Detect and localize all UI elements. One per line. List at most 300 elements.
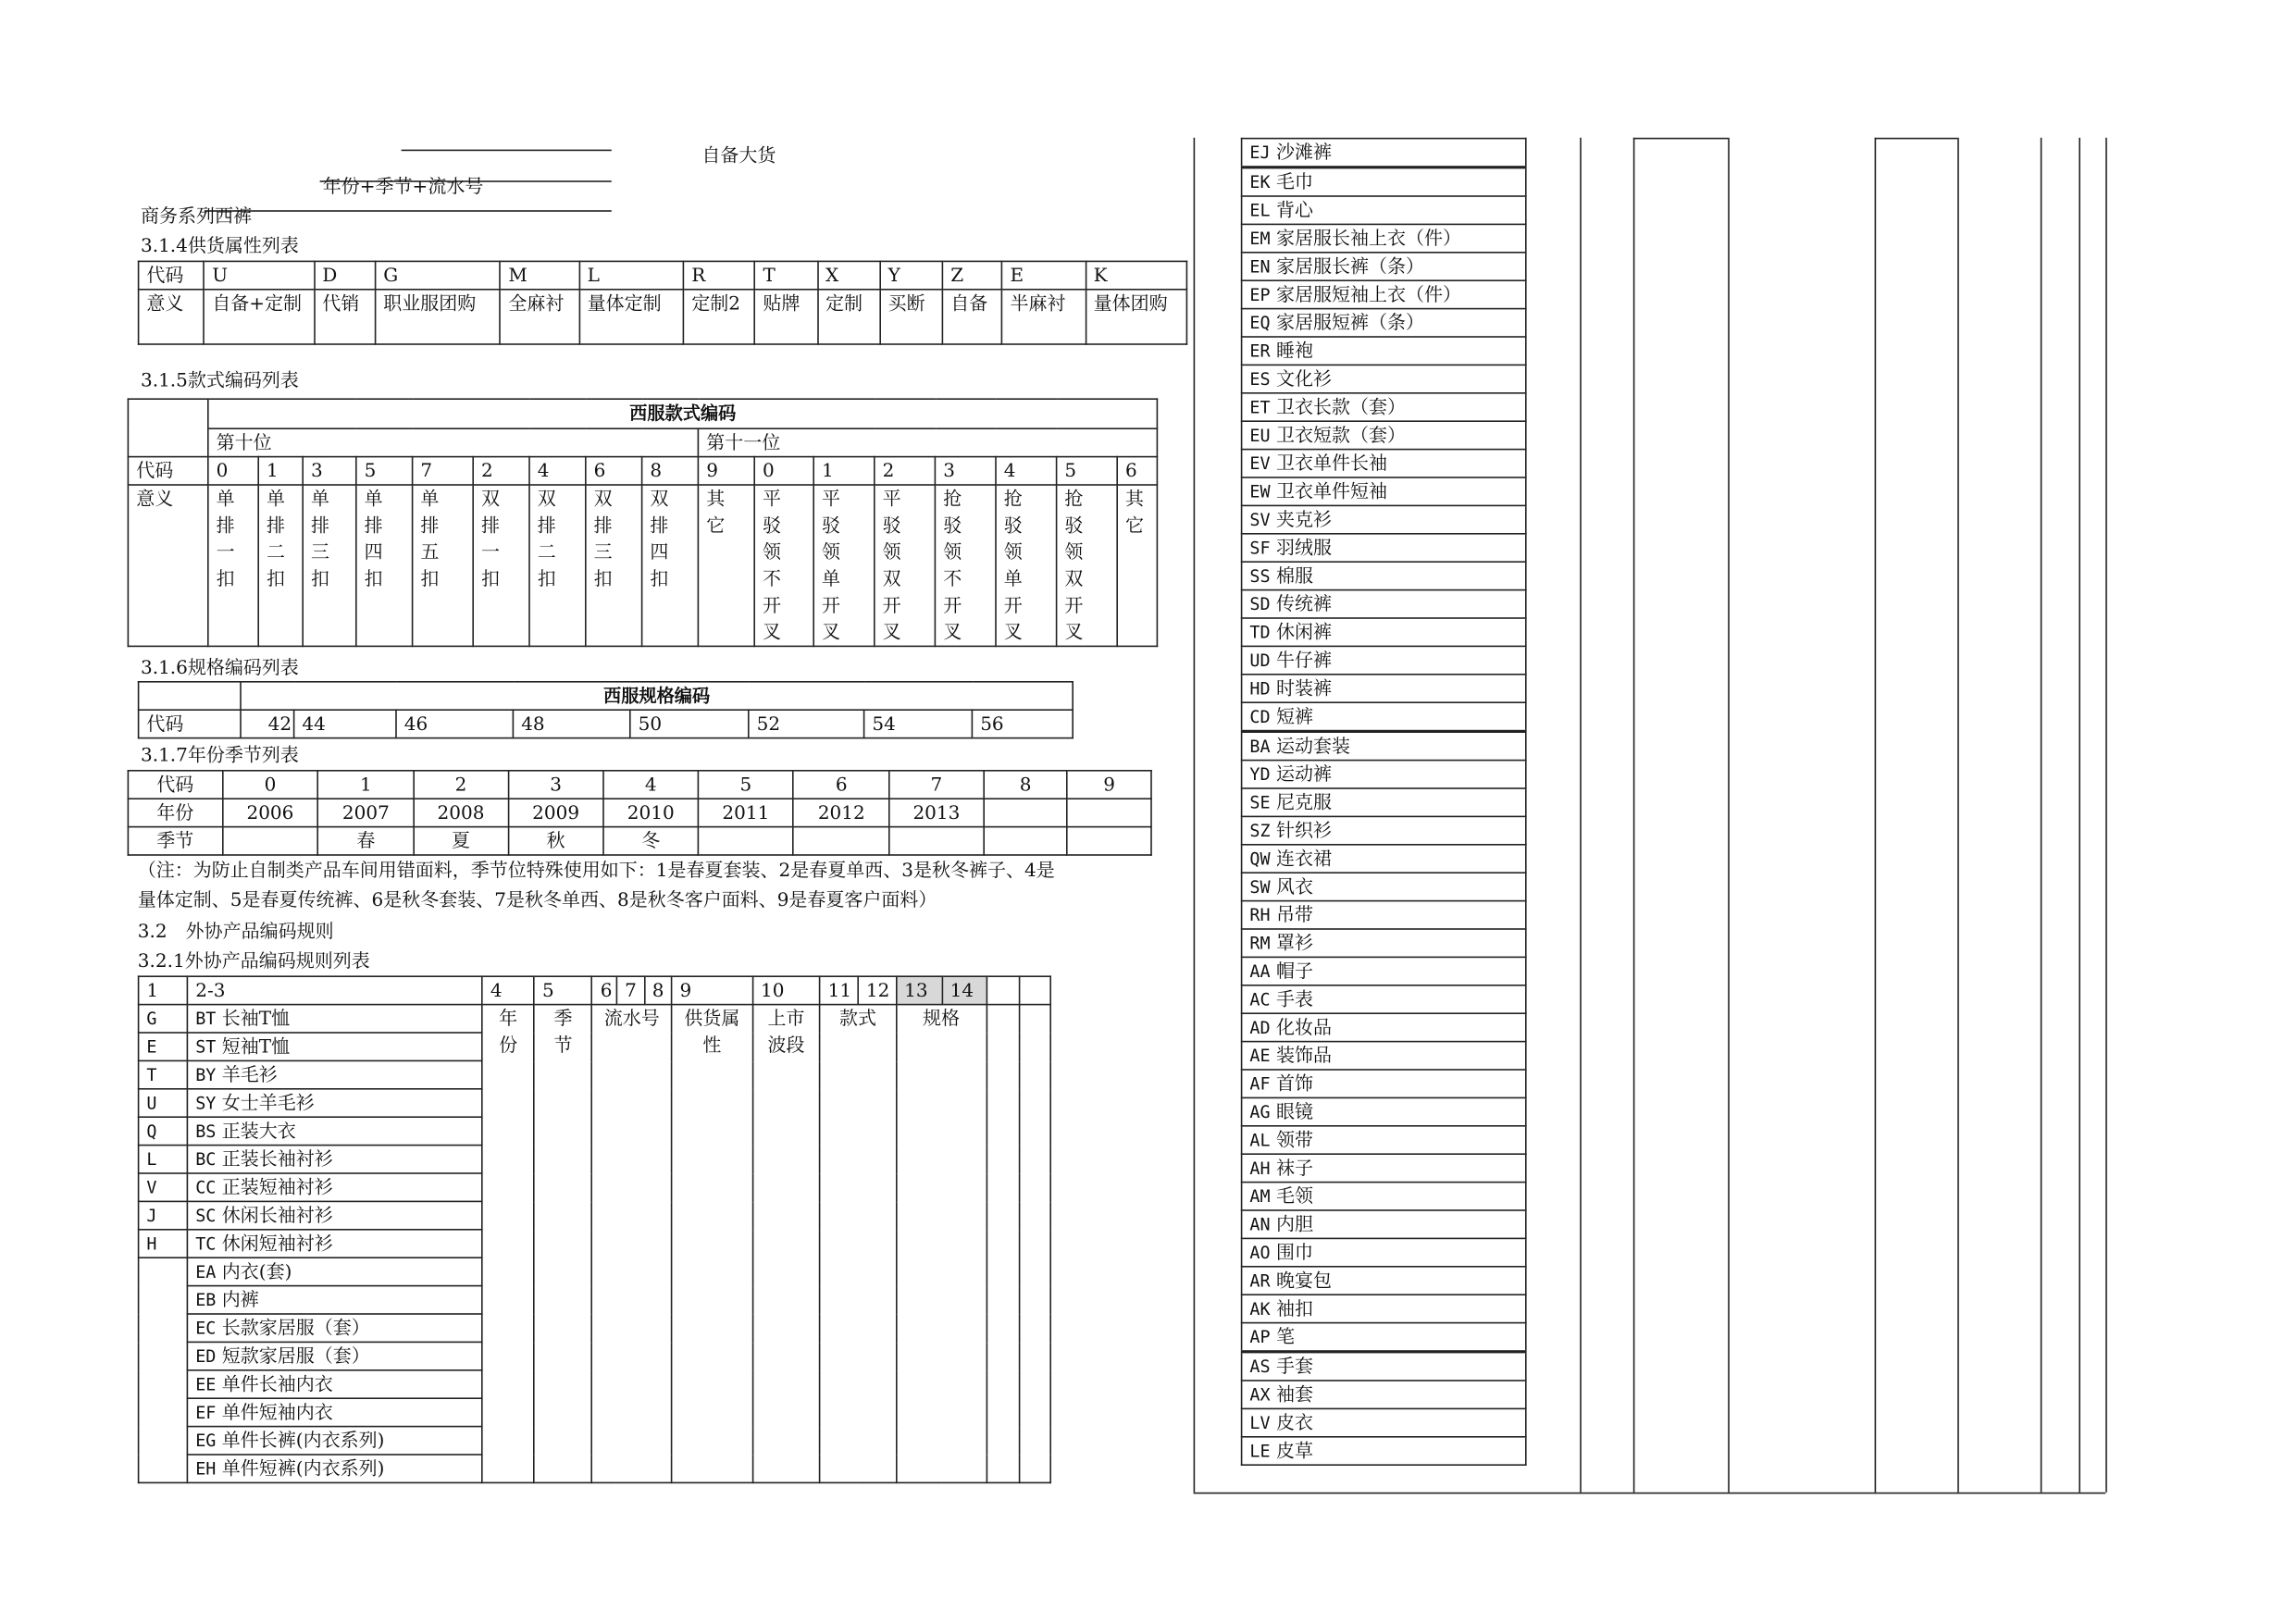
- ys-row-label-code: 代码: [128, 771, 222, 799]
- category-row: [1242, 393, 1526, 421]
- outsourced-header-cell: 4: [482, 976, 534, 1004]
- category-code: SZ: [1249, 820, 1271, 841]
- category-code: LV: [1249, 1412, 1271, 1433]
- category-name: 袖扣: [1275, 1296, 1313, 1319]
- header-rule-1: [402, 150, 612, 152]
- style-meaning-text: 其它: [706, 487, 726, 537]
- category-code: BT: [195, 1008, 217, 1029]
- style-meaning-text: 抢驳领单开叉: [1003, 487, 1023, 643]
- season-note-line-2: 量体定制、5是春夏传统裤、6是秋冬套装、7是秋冬单西、8是秋冬客户面料、9是春夏客户面料）: [137, 888, 937, 911]
- category-name: 长款家居服（套）: [221, 1316, 370, 1339]
- supply-code-cell: L: [579, 261, 684, 289]
- category-row: [1242, 873, 1526, 900]
- category-name: 内胆: [1275, 1212, 1313, 1235]
- style-meaning-text: 双排三扣: [593, 487, 613, 589]
- col-market-label: [752, 1005, 820, 1483]
- style-code-cell: 0: [754, 457, 813, 485]
- style-meaning-text: 平驳领双开叉: [882, 487, 901, 643]
- outsourced-header-cell: 8: [644, 976, 672, 1004]
- category-name: 皮衣: [1275, 1410, 1313, 1433]
- outsourced-header-cell: 2-3: [187, 976, 482, 1004]
- style-code-cell: 4: [529, 457, 586, 485]
- col-spec-label: [896, 1005, 986, 1483]
- category-name: 首饰: [1275, 1072, 1313, 1095]
- category-name: 正装长袖衬衫: [221, 1147, 333, 1170]
- style-meaning-cell: [996, 485, 1057, 646]
- outsourced-category-cell: [187, 1173, 482, 1201]
- supply-code-cell: E: [1002, 261, 1086, 289]
- category-code: EH: [195, 1458, 217, 1480]
- supply-meaning-cell: 买断: [880, 290, 943, 344]
- section-315-title: 3.1.5款式编码列表: [141, 368, 299, 391]
- header-top-left: 年份+季节+流水号: [322, 174, 484, 197]
- category-row: [1242, 196, 1526, 224]
- category-name: 连衣裙: [1275, 847, 1332, 870]
- style-meaning-cell: [208, 485, 258, 646]
- style-meaning-cell: [413, 485, 474, 646]
- category-name: 罩衫: [1275, 931, 1313, 954]
- category-code: EL: [1249, 200, 1271, 221]
- category-code: EQ: [1249, 312, 1271, 333]
- category-code: ED: [195, 1345, 217, 1367]
- row-label-meaning: 意义: [139, 290, 205, 344]
- category-row: [1242, 562, 1526, 589]
- category-row: [1242, 253, 1526, 280]
- style-meaning-text: 双排一扣: [481, 487, 501, 589]
- outsourced-first-digit-cell: G: [139, 1005, 188, 1033]
- category-row: [1242, 1295, 1526, 1322]
- ys-code-cell: 7: [889, 771, 984, 799]
- ys-year-cell: 2007: [318, 799, 414, 826]
- right-grid-top: [1633, 138, 1728, 140]
- supply-meaning-cell: 贴牌: [755, 290, 818, 344]
- category-name: 单件短裤(内衣系列): [221, 1456, 385, 1480]
- category-row: [1242, 816, 1526, 844]
- category-name: 风衣: [1275, 874, 1313, 898]
- category-code: AR: [1249, 1270, 1271, 1292]
- category-row: [1242, 761, 1526, 788]
- category-name: 睡袍: [1275, 339, 1313, 362]
- ys-code-cell: 4: [603, 771, 698, 799]
- style-code-cell: 7: [413, 457, 474, 485]
- category-code: TC: [195, 1233, 217, 1255]
- category-code: EJ: [1249, 142, 1271, 163]
- outsourced-category-cell: [187, 1146, 482, 1173]
- header-top-right: 自备大货: [701, 143, 776, 167]
- category-name: 文化衫: [1275, 366, 1332, 390]
- ys-row-label-season: 季节: [128, 827, 222, 855]
- category-code: AC: [1249, 988, 1271, 1010]
- style-code-cell: 9: [698, 457, 754, 485]
- category-name: 卫衣长款（套）: [1275, 395, 1406, 418]
- style-code-cell: 1: [258, 457, 303, 485]
- size-code-cell: 42: [241, 710, 294, 737]
- style-meaning-text: 双排四扣: [650, 487, 669, 589]
- category-code: SE: [1249, 792, 1271, 813]
- category-name: 领带: [1275, 1128, 1313, 1151]
- ys-year-cell: 2006: [222, 799, 317, 826]
- style-meaning-cell: [875, 485, 936, 646]
- category-name: 休闲长袖衬衫: [221, 1203, 333, 1226]
- category-name: 正装大衣: [221, 1119, 296, 1142]
- outsourced-category-cell: [187, 1286, 482, 1314]
- category-row: [1242, 929, 1526, 957]
- category-code: SF: [1249, 537, 1271, 559]
- outsourced-header-cell: 9: [672, 976, 752, 1004]
- size-code-cell: 48: [513, 710, 629, 737]
- ys-season-cell: [698, 827, 793, 855]
- category-name: 休闲短袖衬衫: [221, 1232, 333, 1255]
- ys-code-cell: 6: [794, 771, 889, 799]
- category-code: SV: [1249, 509, 1271, 530]
- category-code: RM: [1249, 933, 1271, 954]
- style-row-label-meaning: 意义: [128, 485, 207, 646]
- right-grid-line: [1194, 138, 1196, 1493]
- outsourced-category-cell: [187, 1060, 482, 1088]
- right-grid-line: [2041, 138, 2042, 1493]
- ys-code-cell: 3: [508, 771, 603, 799]
- col-serial-label: [592, 1005, 672, 1483]
- right-grid-line: [1580, 138, 1582, 1493]
- size-code-cell: 44: [294, 710, 396, 737]
- style-meaning-text: 抢驳领双开叉: [1064, 487, 1084, 643]
- group-eleventh-digit: 第十一位: [698, 427, 1157, 456]
- supply-meaning-cell: 量体定制: [579, 290, 684, 344]
- category-row: [1242, 139, 1526, 167]
- supply-code-cell: D: [314, 261, 375, 289]
- supply-meaning-cell: 职业服团购: [375, 290, 500, 344]
- category-name: 牛仔裤: [1275, 648, 1332, 671]
- outsourced-header-cell: 11: [820, 976, 858, 1004]
- category-row: [1242, 421, 1526, 449]
- category-code: TD: [1249, 622, 1271, 643]
- style-meaning-cell: [303, 485, 356, 646]
- category-name: 内裤: [221, 1288, 259, 1310]
- category-row: [1242, 280, 1526, 308]
- right-grid-bottom: [1194, 1493, 2106, 1494]
- category-row: [1242, 365, 1526, 392]
- supply-code-cell: Y: [880, 261, 943, 289]
- style-table-heading: 西服款式编码: [208, 399, 1158, 427]
- category-code: CD: [1249, 706, 1271, 727]
- category-row: [1242, 590, 1526, 618]
- category-code: BA: [1249, 736, 1271, 757]
- outsourced-first-digit-cell: U: [139, 1089, 188, 1117]
- category-row: [1242, 224, 1526, 252]
- category-code: YD: [1249, 763, 1271, 785]
- category-row: [1242, 337, 1526, 365]
- category-name: 棉服: [1275, 564, 1313, 587]
- style-code-cell: 8: [642, 457, 699, 485]
- section-32-title: 3.2 外协产品编码规则: [137, 919, 334, 942]
- style-code-cell: 2: [875, 457, 936, 485]
- category-name: 家居服短裤（条）: [1275, 311, 1424, 333]
- ys-season-cell: [1067, 827, 1151, 855]
- category-name: 羊毛衫: [221, 1062, 278, 1085]
- ys-code-cell: 9: [1067, 771, 1151, 799]
- ys-year-cell: 2008: [414, 799, 508, 826]
- ys-season-cell: [889, 827, 984, 855]
- style-meaning-text: 单排二扣: [267, 487, 286, 589]
- outsourced-header-cell: 7: [616, 976, 644, 1004]
- category-code: AD: [1249, 1017, 1271, 1038]
- ys-code-cell: 0: [222, 771, 317, 799]
- outsourced-first-digit-cell: J: [139, 1201, 188, 1229]
- style-meaning-text: 单排五扣: [420, 487, 440, 589]
- right-grid-line: [1633, 138, 1635, 1493]
- col-blank: [987, 1005, 1020, 1483]
- category-name: 围巾: [1275, 1240, 1313, 1263]
- col-style-label: [820, 1005, 897, 1483]
- category-code: HD: [1249, 677, 1271, 700]
- category-name: 袜子: [1275, 1156, 1313, 1179]
- category-code: BS: [195, 1121, 217, 1142]
- category-row: [1242, 1323, 1526, 1352]
- outsourced-category-cell: [187, 1089, 482, 1117]
- style-meaning-text: 单排三扣: [311, 487, 330, 589]
- category-row: [1242, 731, 1526, 760]
- category-name: 羽绒服: [1275, 536, 1332, 559]
- category-code: EU: [1249, 425, 1271, 446]
- outsourced-category-cell: [187, 1342, 482, 1369]
- category-continuation-table: [1241, 138, 1527, 1466]
- outsourced-header-blank: [1020, 976, 1050, 1004]
- outsourced-category-cell: [187, 1005, 482, 1033]
- style-meaning-text: 平驳领不开叉: [763, 487, 782, 643]
- col-supply-label-text: 供货属性: [684, 1007, 740, 1056]
- category-row: [1242, 1408, 1526, 1436]
- style-meaning-text: 抢驳领不开叉: [943, 487, 962, 643]
- category-code: AS: [1249, 1356, 1271, 1377]
- category-code: EV: [1249, 452, 1271, 474]
- supply-meaning-cell: 定制: [817, 290, 880, 344]
- outsourced-header-cell: 12: [858, 976, 896, 1004]
- ys-season-cell: 冬: [603, 827, 698, 855]
- category-row: [1242, 1437, 1526, 1465]
- size-code-cell: 50: [630, 710, 749, 737]
- col-season-label: [534, 1005, 592, 1483]
- ys-season-cell: [984, 827, 1068, 855]
- style-code-cell: 5: [356, 457, 413, 485]
- style-meaning-cell: [356, 485, 413, 646]
- col-year-label: [482, 1005, 534, 1483]
- col-blank: [1020, 1005, 1050, 1483]
- category-name: 手套: [1275, 1355, 1313, 1377]
- outsourced-category-cell: [187, 1314, 482, 1342]
- ys-code-cell: 1: [318, 771, 414, 799]
- style-code-cell: 2: [473, 457, 529, 485]
- category-name: 笔: [1275, 1325, 1295, 1347]
- category-name: 休闲裤: [1275, 620, 1332, 643]
- category-code: SC: [195, 1205, 217, 1226]
- category-code: UD: [1249, 650, 1271, 671]
- style-code-cell: 6: [586, 457, 642, 485]
- right-grid-line: [1875, 138, 1877, 1493]
- style-meaning-text: 单排一扣: [216, 487, 235, 589]
- ys-year-cell: 2013: [889, 799, 984, 826]
- col-serial-label-text: 流水号: [603, 1007, 660, 1029]
- style-code-cell: 1: [813, 457, 875, 485]
- ys-year-cell: [1067, 799, 1151, 826]
- category-row: [1242, 957, 1526, 985]
- category-row: [1242, 1042, 1526, 1070]
- style-meaning-cell: [473, 485, 529, 646]
- category-code: EK: [1249, 171, 1271, 192]
- section-316-title: 3.1.6规格编码列表: [141, 655, 299, 678]
- style-meaning-text: 其它: [1125, 487, 1145, 537]
- supply-code-cell: X: [817, 261, 880, 289]
- category-code: AF: [1249, 1073, 1271, 1095]
- style-code-cell: 6: [1117, 457, 1158, 485]
- category-code: EC: [195, 1318, 217, 1339]
- outsourced-header-cell: 1: [139, 976, 188, 1004]
- category-row: [1242, 1097, 1526, 1125]
- supply-code-cell: M: [501, 261, 579, 289]
- outsourced-header-cell: 14: [942, 976, 987, 1004]
- outsourced-category-cell: [187, 1398, 482, 1426]
- style-meaning-cell: [1057, 485, 1118, 646]
- category-row: [1242, 1210, 1526, 1238]
- col-season-label-text: 季节: [553, 1007, 573, 1056]
- category-name: 帽子: [1275, 959, 1313, 982]
- outsourced-header-cell: 10: [752, 976, 820, 1004]
- outsourced-header-cell: 5: [534, 976, 592, 1004]
- outsourced-header-cell: 6: [592, 976, 616, 1004]
- category-code: AH: [1249, 1158, 1271, 1179]
- outsourced-category-cell: [187, 1201, 482, 1229]
- category-code: EB: [195, 1289, 217, 1310]
- category-row: [1242, 901, 1526, 929]
- style-meaning-cell: [258, 485, 303, 646]
- outsourced-category-cell: [187, 1117, 482, 1145]
- style-code-cell: 0: [208, 457, 258, 485]
- style-meaning-cell: [1117, 485, 1158, 646]
- style-code-cell: 4: [996, 457, 1057, 485]
- category-row: [1242, 646, 1526, 674]
- style-meaning-cell: [935, 485, 996, 646]
- category-name: 长袖T恤: [221, 1007, 291, 1029]
- right-grid-top: [1875, 138, 1958, 140]
- category-row: [1242, 450, 1526, 477]
- supply-code-cell: T: [755, 261, 818, 289]
- category-name: 短款家居服（套）: [221, 1344, 370, 1367]
- category-name: 时装裤: [1275, 676, 1332, 700]
- category-code: EP: [1249, 284, 1271, 305]
- category-name: 吊带: [1275, 903, 1313, 925]
- col-supply-label: [672, 1005, 752, 1483]
- category-code: SW: [1249, 876, 1271, 898]
- outsourced-first-digit-cell: T: [139, 1060, 188, 1088]
- supply-meaning-cell: 定制2: [683, 290, 754, 344]
- category-name: 正装短袖衬衫: [221, 1175, 333, 1198]
- col-style-label-text: 款式: [839, 1007, 877, 1029]
- category-row: [1242, 702, 1526, 731]
- category-name: 家居服长袖上衣（件）: [1275, 226, 1461, 249]
- section-321-title: 3.2.1外协产品编码规则列表: [137, 948, 370, 972]
- category-row: [1242, 1126, 1526, 1154]
- outsourced-first-digit-cell: [139, 1258, 188, 1482]
- category-row: [1242, 1013, 1526, 1041]
- outsourced-category-cell: [187, 1370, 482, 1398]
- category-name: 内衣(套): [221, 1259, 292, 1282]
- category-name: 背心: [1275, 198, 1313, 221]
- style-code-cell: 3: [935, 457, 996, 485]
- supply-code-cell: Z: [942, 261, 1001, 289]
- year-season-table: [128, 770, 1152, 856]
- style-meaning-text: 单排四扣: [364, 487, 383, 589]
- category-name: 眼镜: [1275, 1099, 1313, 1122]
- category-code: BC: [195, 1148, 217, 1170]
- ys-year-cell: 2011: [698, 799, 793, 826]
- outsourced-code-table: [138, 975, 1051, 1483]
- category-code: AA: [1249, 960, 1271, 982]
- supply-code-cell: R: [683, 261, 754, 289]
- size-code-cell: 46: [396, 710, 513, 737]
- ys-row-label-year: 年份: [128, 799, 222, 826]
- category-code: ER: [1249, 341, 1271, 362]
- series-title: 商务系列西裤: [141, 204, 253, 227]
- category-code: AM: [1249, 1185, 1271, 1207]
- category-row: [1242, 1154, 1526, 1182]
- category-row: [1242, 788, 1526, 816]
- outsourced-category-cell: [187, 1230, 482, 1258]
- style-code-cell: 5: [1057, 457, 1118, 485]
- size-code-cell: 52: [749, 710, 864, 737]
- category-code: AK: [1249, 1298, 1271, 1319]
- category-name: 卫衣短款（套）: [1275, 423, 1406, 446]
- ys-code-cell: 8: [984, 771, 1068, 799]
- supply-attribute-table: [138, 261, 1187, 345]
- style-meaning-text: 平驳领单开叉: [822, 487, 841, 643]
- style-meaning-cell: [698, 485, 754, 646]
- outsourced-header-cell: 13: [896, 976, 942, 1004]
- category-name: 袖套: [1275, 1382, 1313, 1406]
- category-name: 单件短袖内衣: [221, 1400, 333, 1423]
- right-grid-line: [2079, 138, 2080, 1493]
- category-row: [1242, 167, 1526, 196]
- outsourced-first-digit-cell: Q: [139, 1117, 188, 1145]
- category-code: ES: [1249, 368, 1271, 390]
- category-row: [1242, 1183, 1526, 1210]
- ys-season-cell: 春: [318, 827, 414, 855]
- category-row: [1242, 534, 1526, 562]
- category-name: 皮草: [1275, 1439, 1313, 1462]
- style-row-label-code: 代码: [128, 457, 207, 485]
- size-code-cell: 54: [864, 710, 973, 737]
- supply-meaning-cell: 自备: [942, 290, 1001, 344]
- supply-meaning-cell: 全麻衬: [501, 290, 579, 344]
- category-name: 短袖T恤: [221, 1035, 291, 1058]
- col-spec-label-text: 规格: [922, 1007, 960, 1029]
- style-meaning-cell: [586, 485, 642, 646]
- ys-season-cell: 夏: [414, 827, 508, 855]
- category-code: EA: [195, 1261, 217, 1282]
- category-code: EM: [1249, 228, 1271, 249]
- category-name: 传统裤: [1275, 592, 1332, 614]
- size-table-corner: [139, 682, 241, 710]
- category-code: AE: [1249, 1045, 1271, 1066]
- category-name: 手表: [1275, 987, 1313, 1010]
- category-code: EN: [1249, 255, 1271, 278]
- outsourced-category-cell: [187, 1033, 482, 1060]
- category-row: [1242, 477, 1526, 505]
- style-code-table: [128, 398, 1159, 647]
- category-code: ST: [195, 1036, 217, 1058]
- col-market-label-text: 上市波段: [767, 1007, 805, 1056]
- category-code: AO: [1249, 1242, 1271, 1263]
- right-grid-line: [1728, 138, 1730, 1493]
- outsourced-category-cell: [187, 1258, 482, 1285]
